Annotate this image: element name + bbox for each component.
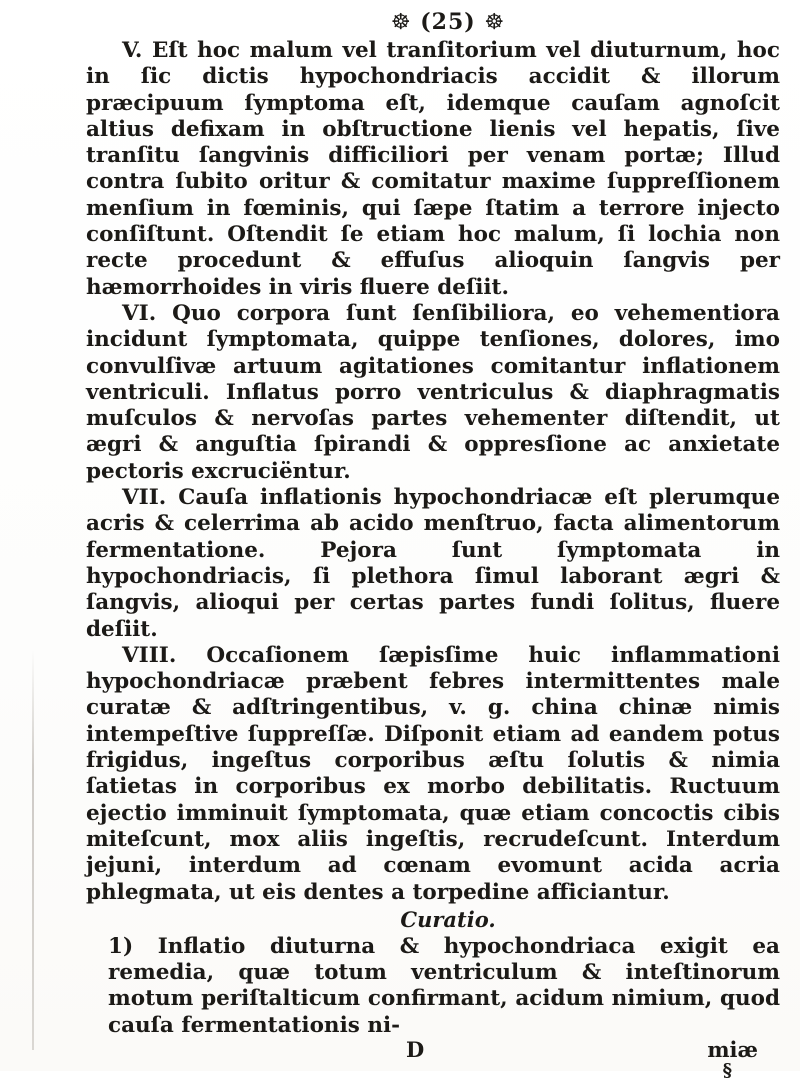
catchword: miæ (707, 1036, 758, 1062)
section-heading-curatio: Curatio. (400, 906, 496, 932)
signature-mark: D (406, 1036, 425, 1062)
paragraph-v: V. Eſt hoc malum vel tranſitorium vel diuturnum, hoc in ſic dictis hypochondriacis accidit & illorum præcipuum ſymptoma eſt, idemque cauſam agnoſcit altius defixam in obſtructione lienis vel hepatis, ſive tranſitu ſangvinis difficiliori per venam portæ; Illud contra ſubito oritur & comitatur maxime ſuppreſſionem menſium in fœminis, qui ſæpe ſtatim a terrore injecto conſiſtunt. Oſtendit ſe etiam hoc malum, ſi lochia non recte procedunt & effuſus alioquin ſangvis per hæmorrhoides in viris fluere deſiit. (86, 38, 780, 300)
page-content (86, 6, 780, 1081)
curatio-item-1: 1) Inflatio diuturna & hypochondriaca exigit ea remedia, quæ totum ventriculum & inteſtinorum motum periſtalticum confirmant, acidum nimium, quod cauſa fermentationis ni- (108, 933, 780, 1038)
page-edge-shadow (32, 650, 34, 1050)
paragraph-viii: VIII. Occaſionem ſæpisſime huic inflammationi hypochondriacæ præbent febres intermittentes male curatæ & adſtringentibus, v. g. china chinæ nimis intempeſtive ſuppreſſæ. Diſponit etiam ad eandem potus frigidus, ingeſtus corporibus æſtu ſolutis & nimia ſatietas in corporibus ex morbo debilitatis. Ructuum ejectio imminuit ſymptomata, quæ etiam concoctis cibis miteſcunt, mox aliis ingeſtis, recrudeſcunt. Interdum jejuni, interdum ad cœnam evomunt acida acria phlegmata, ut eis dentes a torpedine afficiantur. (86, 642, 780, 905)
paragraph-vi: VI. Quo corpora ſunt ſenſibiliora, eo vehementiora incidunt ſymptomata, quippe tenſiones, dolores, imo convulſivæ artuum agitationes comitantur inflationem ventriculi. Inflatus porro ventriculus & diaphragmatis muſculos & nervoſas partes vehementer diſtendit, ut ægri & anguſtia ſpirandi & oppresſione ac anxietate pectoris excruciëntur. (86, 300, 780, 484)
page-header: ☸ (25) ☸ (390, 9, 506, 35)
footer-mark: § (722, 1059, 732, 1081)
paragraph-vii: VII. Cauſa inflationis hypochondriacæ eſt plerumque acris & celerrima ab acido menſtruo, facta alimentorum fermentatione. Pejora ſunt ſymptomata in hypochondriacis, ſi plethora ſimul laborant ægri & ſangvis, alioqui per certas partes fundi ſolitus, fluere deſiit. (86, 485, 780, 642)
page-footer (86, 1036, 780, 1062)
